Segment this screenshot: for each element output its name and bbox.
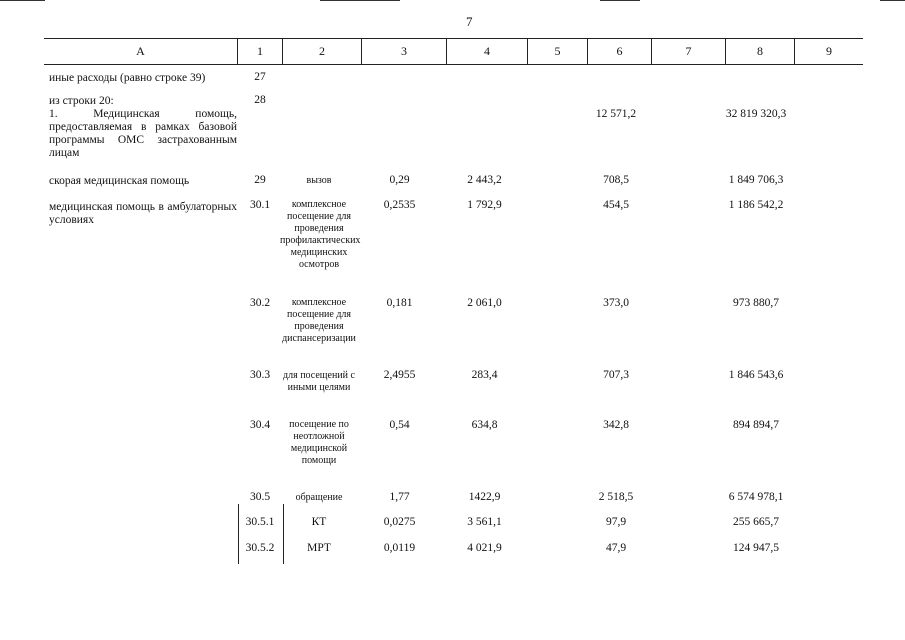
row-27-code: 27 <box>254 71 266 83</box>
row-30-4-col3: 0,54 <box>389 419 410 431</box>
row-30-1-code: 30.1 <box>249 199 271 211</box>
header-col-1: 1 <box>238 39 283 64</box>
row-30-5-2-col3: 0,0119 <box>383 542 416 554</box>
row-30-3-code: 30.3 <box>249 369 271 381</box>
header-col-2: 2 <box>283 39 362 64</box>
row-30-5-1-code: 30.5.1 <box>245 516 275 528</box>
row-30-2-col3: 0,181 <box>386 297 413 309</box>
row-30-5-col4: 1422,9 <box>468 491 501 503</box>
header-col-8: 8 <box>726 39 795 64</box>
row-30-5-2-code: 30.5.2 <box>245 542 275 554</box>
row-30-3-col8: 1 846 543,6 <box>728 369 784 381</box>
row-30-2-unit: комплексное посещение для проведения диспансеризации <box>282 297 356 344</box>
row-30-4-col4: 634,8 <box>471 419 498 431</box>
row-30-1-col8: 1 186 542,2 <box>728 199 784 211</box>
row-30-5-1-col3: 0,0275 <box>383 516 416 528</box>
row-29-label: скорая медицинская помощь <box>49 175 190 187</box>
row-30-2-col8: 973 880,7 <box>733 297 779 309</box>
row-30-4-col6: 342,8 <box>603 419 629 431</box>
row-30-5-1-col8: 255 665,7 <box>733 516 779 528</box>
row-30-5-unit: обращение <box>295 492 343 503</box>
row-30-1-unit: комплексное посещение для проведения профилактических медицинских осмотров <box>280 199 361 270</box>
row-30-5-1-col6: 97,9 <box>605 516 627 528</box>
row-30-5-code: 30.5 <box>249 491 271 503</box>
row-28-col6: 12 571,2 <box>595 108 637 120</box>
row-30-5-1-col4: 3 561,1 <box>467 516 502 528</box>
row-30-1-col4: 1 792,9 <box>467 199 502 211</box>
row-30-1-col3: 0,2535 <box>383 199 416 211</box>
row-30-5-2-col8: 124 947,5 <box>733 542 779 554</box>
header-col-a: А <box>44 39 238 64</box>
row-30-4-code: 30.4 <box>249 419 271 431</box>
table-header <box>44 38 863 65</box>
row-30-5-col8: 6 574 978,1 <box>728 491 784 503</box>
header-col-3: 3 <box>362 39 447 64</box>
row-27-label: иные расходы (равно строке 39) <box>49 72 206 84</box>
row-30-3-unit: для посещений с иными целями <box>283 370 355 393</box>
row-30-3-col6: 707,3 <box>603 369 629 381</box>
row-30-2-code: 30.2 <box>249 297 271 309</box>
row-30-5-col3: 1,77 <box>389 491 410 503</box>
page-number: 7 <box>466 14 473 29</box>
top-scan-edge <box>0 0 905 3</box>
row-28-col8: 32 819 320,3 <box>725 108 787 120</box>
row-29-code: 29 <box>254 174 266 186</box>
header-col-9: 9 <box>826 44 832 58</box>
row-30-1-col6: 454,5 <box>603 199 629 211</box>
row-30-3-col4: 283,4 <box>471 369 498 381</box>
row-30-4-col8: 894 894,7 <box>733 419 779 431</box>
row-28-code: 28 <box>254 94 266 106</box>
row-30-2-col4: 2 061,0 <box>467 297 502 309</box>
row-30-5-2-unit: МРТ <box>307 542 331 554</box>
row-29-col8: 1 849 706,3 <box>728 174 784 186</box>
row-29-col4: 2 443,2 <box>467 174 502 186</box>
row-29-col3: 0,29 <box>389 174 410 186</box>
row-30-5-col6: 2 518,5 <box>598 491 634 503</box>
row-30-5-2-col4: 4 021,9 <box>467 542 502 554</box>
row-30-1-label: медицинская помощь в амбулаторных условиях <box>49 201 237 226</box>
row-29-col6: 708,5 <box>603 174 629 186</box>
row-30-5-2-col6: 47,9 <box>605 542 627 554</box>
header-col-4: 4 <box>447 39 528 64</box>
header-col-7: 7 <box>652 39 726 64</box>
row-30-5-1-unit: КТ <box>311 516 327 528</box>
row-30-4-unit: посещение по неотложной медицинской помощи <box>289 419 349 466</box>
header-col-6: 6 <box>588 39 652 64</box>
header-col-5: 5 <box>528 39 588 64</box>
row-29-unit: вызов <box>306 175 332 186</box>
row-30-2-col6: 373,0 <box>603 297 629 309</box>
row-30-3-col3: 2,4955 <box>383 369 416 381</box>
row-28-label: из строки 20: 1. Медицинская помощь, предоставляемая в рамках базовой программы ОМС застрахованным лицам <box>49 95 237 159</box>
